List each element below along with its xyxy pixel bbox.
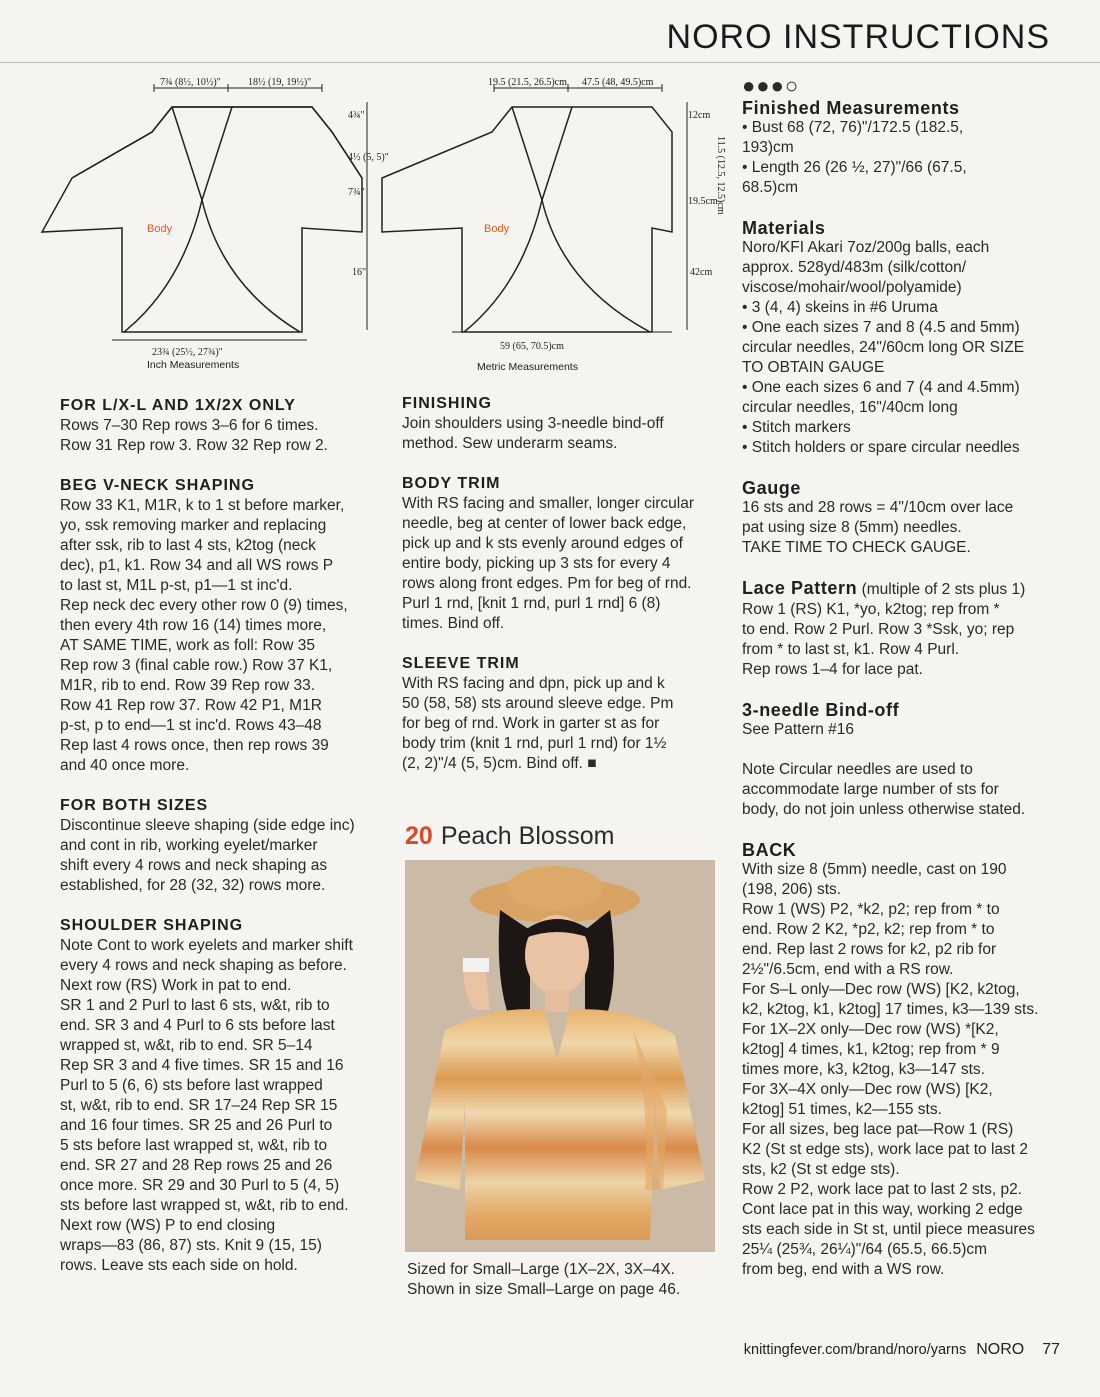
section-heading: Gauge <box>742 478 802 498</box>
imperial-dim-r2: 4½ (5, 5)" <box>348 152 389 163</box>
section-shoulder-shaping <box>60 916 380 1276</box>
text-line: k2tog] 51 times, k2—155 sts. <box>742 1101 942 1118</box>
page-header-title <box>667 18 1050 57</box>
text-line: Rep row 3 (final cable row.) Row 37 K1, <box>60 657 333 674</box>
text-line: 2½"/6.5cm, end with a RS row. <box>742 961 954 978</box>
text-line: times more, k3, k2tog, k3—147 sts. <box>742 1061 985 1078</box>
text-line: Row 31 Rep row 3. Row 32 Rep row 2. <box>60 437 328 454</box>
section-vneck-shaping <box>60 476 380 776</box>
text-line: K2 (St st edge sts), work lace pat to last 2 <box>742 1141 1029 1158</box>
metric-dim-r4: 42cm <box>690 267 713 278</box>
text-line: wrapped st, w&t, rib to end. SR 5–14 <box>60 1037 313 1054</box>
text-line: Purl to 5 (6, 6) sts before last wrapped <box>60 1077 323 1094</box>
imperial-dim-top-left: 7¾ (8½, 10½)" <box>160 77 221 88</box>
imperial-dim-r1: 4¾" <box>348 110 365 121</box>
text-line: circular needles, 24"/60cm long OR SIZE <box>742 339 1025 356</box>
text-line: 193)cm <box>742 139 794 156</box>
text-line: (2, 2)"/4 (5, 5)cm. Bind off. ■ <box>402 755 597 772</box>
schematic-imperial <box>32 70 389 380</box>
text-line: Row 33 K1, M1R, k to 1 st before marker, <box>60 497 345 514</box>
text-line: k2, k2tog, k1, k2tog] 17 times, k3—139 sts. <box>742 1001 1039 1018</box>
text-line: times. Bind off. <box>402 615 505 632</box>
imperial-dim-r3: 7¾" <box>348 187 365 198</box>
text-line: With size 8 (5mm) needle, cast on 190 <box>742 861 1007 878</box>
text-line: sts each side in St st, until piece measures <box>742 1221 1035 1238</box>
text-line: end. Row 2 K2, *p2, k2; rep from * to <box>742 921 995 938</box>
metric-body-label: Body <box>484 223 510 235</box>
text-line: p-st, p to end—1 st inc'd. Rows 43–48 <box>60 717 322 734</box>
section-body-trim <box>402 474 717 634</box>
text-line: • Stitch markers <box>742 419 851 436</box>
text-line: 25¼ (25¾, 26¼)"/64 (65.5, 66.5)cm <box>742 1241 988 1258</box>
section-lace-pattern <box>742 578 1057 680</box>
text-line: end. SR 27 and 28 Rep rows 25 and 26 <box>60 1157 333 1174</box>
caption-line: Shown in size Small–Large on page 46. <box>407 1281 681 1298</box>
text-line: 16 sts and 28 rows = 4"/10cm over lace <box>742 499 1014 516</box>
section-gauge <box>742 478 1057 558</box>
text-line: • One each sizes 7 and 8 (4.5 and 5mm) <box>742 319 1020 336</box>
text-line: AT SAME TIME, work as foll: Row 35 <box>60 637 315 654</box>
text-line: then every 4th row 16 (14) times more, <box>60 617 327 634</box>
text-line: With RS facing and smaller, longer circular <box>402 495 695 512</box>
text-line: (198, 206) sts. <box>742 881 842 898</box>
page-footer <box>744 1341 1060 1359</box>
metric-dim-top-left: 19.5 (21.5, 26.5)cm <box>488 77 567 88</box>
pattern-name: Peach Blossom <box>440 822 615 850</box>
text-line: from beg, end with a WS row. <box>742 1261 945 1278</box>
section-finishing <box>402 394 717 454</box>
text-line: approx. 528yd/483m (silk/cotton/ <box>742 259 967 276</box>
pattern-title <box>405 822 615 851</box>
text-line: • 3 (4, 4) skeins in #6 Uruma <box>742 299 938 316</box>
text-line: • Bust 68 (72, 76)"/172.5 (182.5, <box>742 119 964 136</box>
caption-line: Sized for Small–Large (1X–2X, 3X–4X. <box>407 1261 675 1278</box>
text-line: • Stitch holders or spare circular needles <box>742 439 1020 456</box>
text-line: rows. Leave sts each side on hold. <box>60 1257 298 1274</box>
imperial-caption: Inch Measurements <box>147 359 240 371</box>
column-left <box>60 396 380 1276</box>
text-line: pat using size 8 (5mm) needles. <box>742 519 962 536</box>
text-line: TO OBTAIN GAUGE <box>742 359 885 376</box>
section-sleeve-trim <box>402 654 717 774</box>
text-line: Row 1 (WS) P2, *k2, p2; rep from * to <box>742 901 1000 918</box>
lace-heading-line <box>742 578 1057 600</box>
column-right <box>742 73 1057 1280</box>
text-line: For all sizes, beg lace pat—Row 1 (RS) <box>742 1121 1014 1138</box>
section-heading: BODY TRIM <box>402 475 501 492</box>
column-middle <box>402 394 717 794</box>
metric-dim-r1: 12cm <box>688 110 711 121</box>
text-line: With RS facing and dpn, pick up and k <box>402 675 665 692</box>
text-line: entire body, picking up 3 sts for every 4 <box>402 555 671 572</box>
text-line: st, w&t, rib to end. SR 17–24 Rep SR 15 <box>60 1097 338 1114</box>
text-line: sts, k2 (St st edge sts). <box>742 1161 900 1178</box>
section-heading: FINISHING <box>402 395 492 412</box>
section-heading: 3-needle Bind-off <box>742 700 900 720</box>
text-line: For 1X–2X only—Dec row (WS) *[K2, <box>742 1021 999 1038</box>
text-line: Join shoulders using 3-needle bind-off <box>402 415 664 432</box>
metric-dim-r2: 11.5 (12.5, 12.5)cm <box>715 136 726 215</box>
text-line: and cont in rib, working eyelet/marker <box>60 837 318 854</box>
text-line: method. Sew underarm seams. <box>402 435 618 452</box>
text-line: Note Cont to work eyelets and marker shift <box>60 937 353 954</box>
section-heading: BACK <box>742 840 797 860</box>
section-heading: Lace Pattern <box>742 578 858 598</box>
text-line: SR 1 and 2 Purl to last 6 sts, w&t, rib to <box>60 997 330 1014</box>
section-note <box>742 760 1057 820</box>
metric-dim-r3: 19.5cm <box>688 196 718 207</box>
text-line: Rep rows 1–4 for lace pat. <box>742 661 923 678</box>
model-illustration <box>405 860 715 1252</box>
metric-dim-bottom: 59 (65, 70.5)cm <box>500 341 564 352</box>
footer-brand: NORO <box>976 1341 1025 1358</box>
text-line: body, do not join unless otherwise stated. <box>742 801 1026 818</box>
text-line: wraps—83 (86, 87) sts. Knit 9 (15, 15) <box>60 1237 322 1254</box>
text-line: shift every 4 rows and neck shaping as <box>60 857 328 874</box>
text-line: 50 (58, 58) sts around sleeve edge. Pm <box>402 695 674 712</box>
text-line: sts before last wrapped st, w&t, rib to end. <box>60 1197 349 1214</box>
text-line: end. Rep last 2 rows for k2, p2 rib for <box>742 941 997 958</box>
text-line: • Length 26 (26 ½, 27)"/66 (67.5, <box>742 159 967 176</box>
text-line: Rep SR 3 and 4 five times. SR 15 and 16 <box>60 1057 344 1074</box>
header-divider <box>0 62 1100 63</box>
section-heading: FOR BOTH SIZES <box>60 797 209 814</box>
text-line: Next row (WS) P to end closing <box>60 1217 276 1234</box>
text-line: every 4 rows and neck shaping as before. <box>60 957 347 974</box>
section-heading: Finished Measurements <box>742 98 960 118</box>
section-heading: SHOULDER SHAPING <box>60 917 244 934</box>
text-line: See Pattern #16 <box>742 721 855 738</box>
section-heading: BEG V-NECK SHAPING <box>60 477 255 494</box>
section-back <box>742 840 1057 1280</box>
text-line: 68.5)cm <box>742 179 798 196</box>
section-heading: FOR L/X-L AND 1X/2X ONLY <box>60 397 296 414</box>
text-line: body trim (knit 1 rnd, purl 1 rnd) for 1½ <box>402 735 667 752</box>
model-photo <box>405 860 715 1252</box>
text-line: and 16 four times. SR 25 and 26 Purl to <box>60 1117 333 1134</box>
metric-dim-top-right: 47.5 (48, 49.5)cm <box>582 77 654 88</box>
text-line: Row 1 (RS) K1, *yo, k2tog; rep from * <box>742 601 1000 618</box>
header-subtitle: INSTRUCTIONS <box>783 18 1050 56</box>
text-line: once more. SR 29 and 30 Purl to 5 (4, 5) <box>60 1177 340 1194</box>
imperial-dim-top-right: 18½ (19, 19½)" <box>248 77 312 88</box>
text-line: TAKE TIME TO CHECK GAUGE. <box>742 539 971 556</box>
section-lxl <box>60 396 380 456</box>
text-line: pick up and k sts evenly around edges of <box>402 535 683 552</box>
photo-caption <box>407 1260 717 1300</box>
text-line: Rep neck dec every other row 0 (9) times, <box>60 597 348 614</box>
text-line: dec), p1, k1. Row 34 and all WS rows P <box>60 557 334 574</box>
metric-caption: Metric Measurements <box>477 361 578 373</box>
text-line: for beg of rnd. Work in garter st as for <box>402 715 660 732</box>
text-line: rows along front edges. Pm for beg of rnd. <box>402 575 692 592</box>
text-line: viscose/mohair/wool/polyamide) <box>742 279 962 296</box>
text-line: Row 2 P2, work lace pat to last 2 sts, p2. <box>742 1181 1022 1198</box>
text-line: and 40 once more. <box>60 757 190 774</box>
text-line: Rows 7–30 Rep rows 3–6 for 6 times. <box>60 417 319 434</box>
text-line: Row 41 Rep row 37. Row 42 P1, M1R <box>60 697 322 714</box>
text-line: accommodate large number of sts for <box>742 781 999 798</box>
section-bindoff <box>742 700 1057 740</box>
text-line: 5 sts before last wrapped st, w&t, rib to <box>60 1137 328 1154</box>
imperial-body-label: Body <box>147 223 173 235</box>
text-line: needle, beg at center of lower back edge, <box>402 515 687 532</box>
text-line: from * to last st, k1. Row 4 Purl. <box>742 641 960 658</box>
text-line: Rep last 4 rows once, then rep rows 39 <box>60 737 329 754</box>
text-line: yo, ssk removing marker and replacing <box>60 517 327 534</box>
pattern-number: 20 <box>405 822 433 850</box>
text-line: Noro/KFI Akari 7oz/200g balls, each <box>742 239 990 256</box>
page-number: 77 <box>1042 1341 1060 1358</box>
text-line: Discontinue sleeve shaping (side edge inc) <box>60 817 355 834</box>
section-heading: Materials <box>742 218 826 238</box>
text-line: For S–L only—Dec row (WS) [K2, k2tog, <box>742 981 1020 998</box>
text-line: to end. Row 2 Purl. Row 3 *Ssk, yo; rep <box>742 621 1015 638</box>
text-line: Note Circular needles are used to <box>742 761 973 778</box>
text-line: after ssk, rib to last 4 sts, k2tog (neck <box>60 537 316 554</box>
schematic-metric <box>372 70 726 380</box>
text-line: For 3X–4X only—Dec row (WS) [K2, <box>742 1081 993 1098</box>
text-line: • One each sizes 6 and 7 (4 and 4.5mm) <box>742 379 1020 396</box>
text-line: to last st, M1L p-st, p1—1 st inc'd. <box>60 577 293 594</box>
text-line: k2tog] 4 times, k1, k2tog; rep from * 9 <box>742 1041 1000 1058</box>
footer-url[interactable]: knittingfever.com/brand/noro/yarns <box>743 1342 967 1358</box>
difficulty-rating: ●●●○ <box>742 73 800 98</box>
text-line: M1R, rib to end. Row 39 Rep row 33. <box>60 677 316 694</box>
text-line: Next row (RS) Work in pat to end. <box>60 977 292 994</box>
text-line: circular needles, 16"/40cm long <box>742 399 958 416</box>
text-line: Purl 1 rnd, [knit 1 rnd, purl 1 rnd] 6 (8) <box>402 595 661 612</box>
text-line: Cont lace pat in this way, working 2 edge <box>742 1201 1023 1218</box>
section-materials <box>742 218 1057 458</box>
header-brand: NORO <box>666 18 773 56</box>
lace-head-note: (multiple of 2 sts plus 1) <box>861 581 1026 598</box>
section-finished-measurements <box>742 98 1057 198</box>
section-heading: SLEEVE TRIM <box>402 655 520 672</box>
imperial-dim-r4: 16" <box>352 267 367 278</box>
imperial-dim-bottom: 23¾ (25½, 27¾)" <box>152 347 223 358</box>
text-line: established, for 28 (32, 32) rows more. <box>60 877 326 894</box>
text-line: end. SR 3 and 4 Purl to 6 sts before last <box>60 1017 335 1034</box>
section-both-sizes <box>60 796 380 896</box>
